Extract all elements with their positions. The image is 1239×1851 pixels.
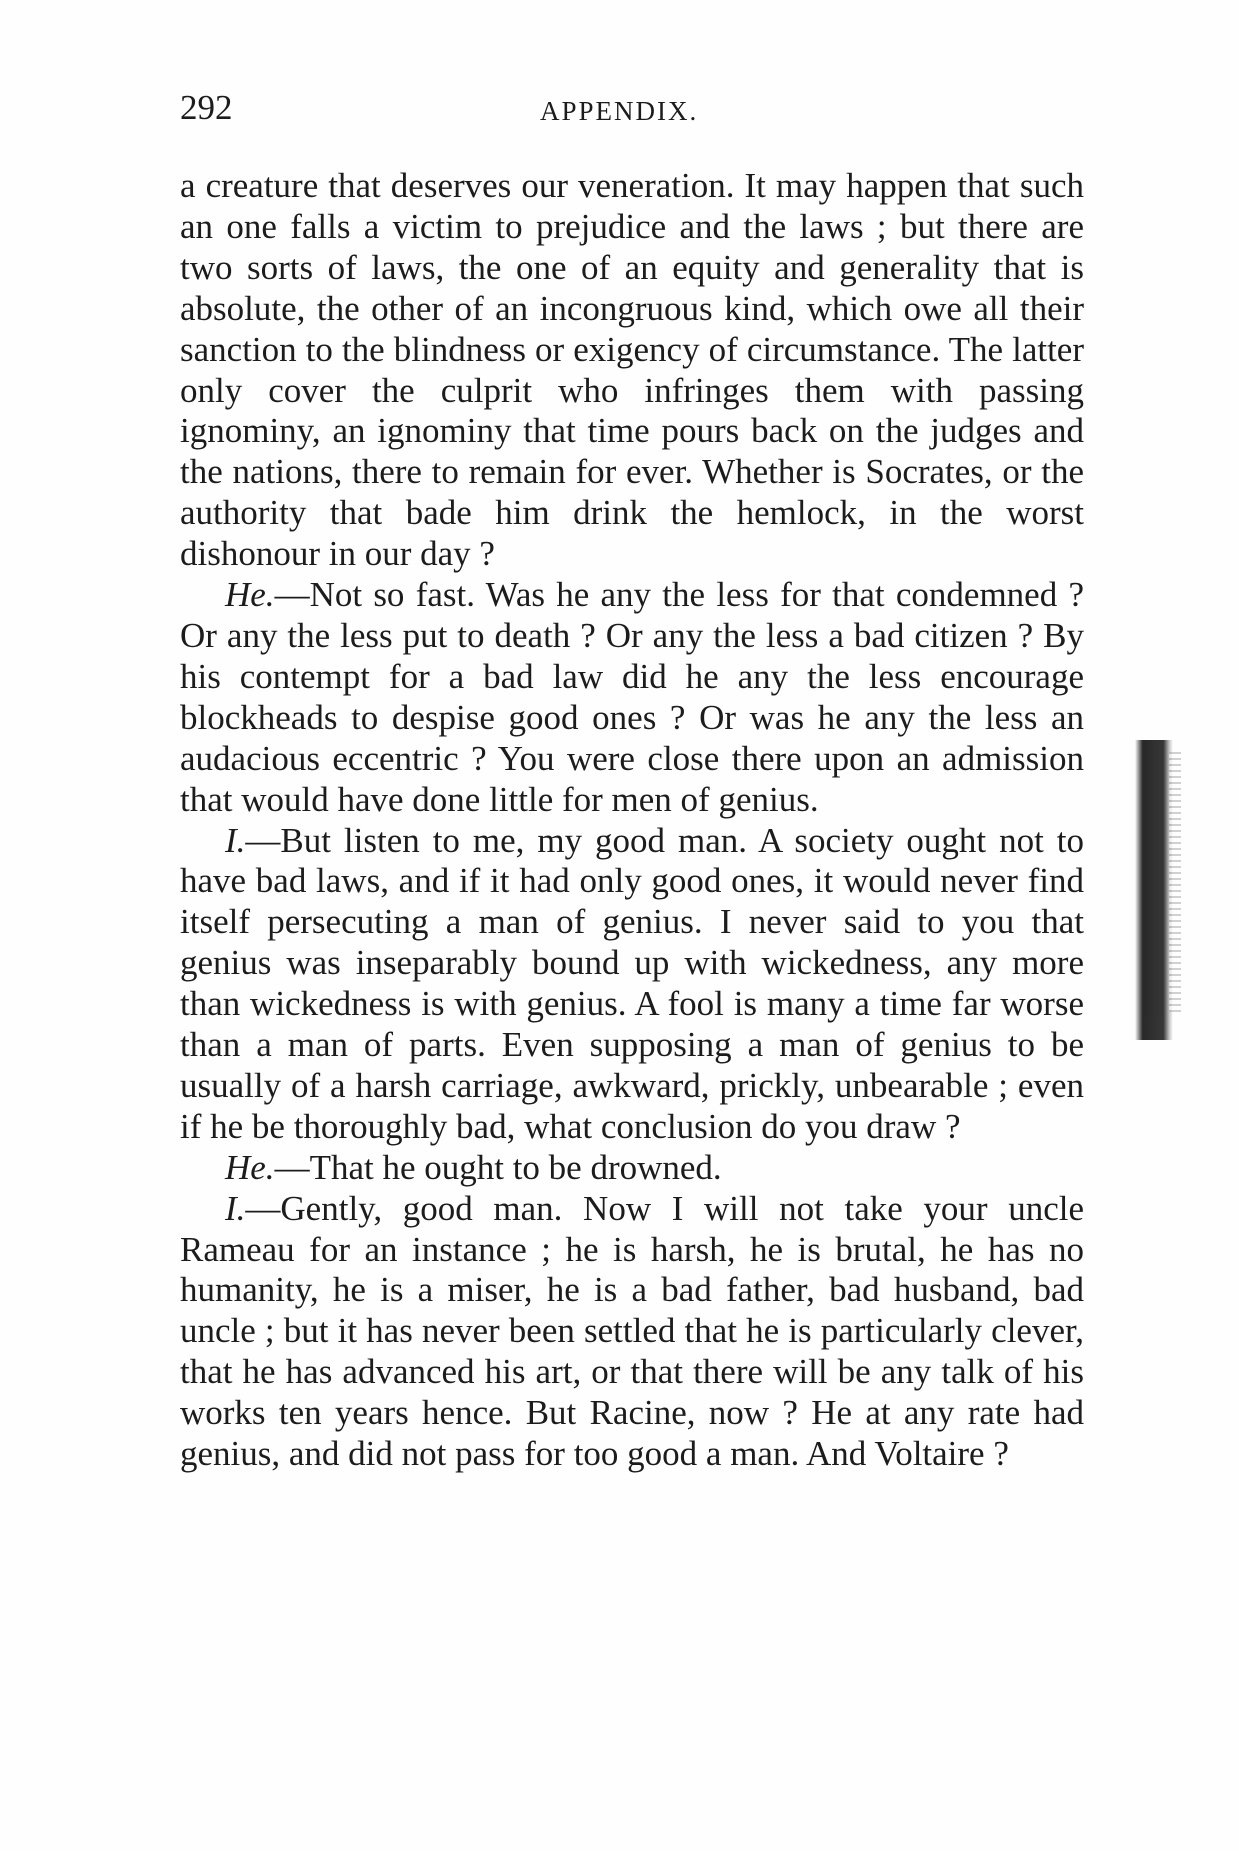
page-header [180, 88, 1080, 138]
paragraph [180, 1148, 1084, 1189]
paragraph [180, 166, 1084, 575]
page-number: 292 [180, 88, 233, 127]
body-text [180, 166, 1084, 1475]
speaker-label: He. [225, 575, 275, 615]
paragraph-text: —But listen to me, my good man. A society ought not to have bad laws, and if it had only good ones, it would never find itself persecuting a man of genius. I never said to you that genius was inseparably bound up with wickedness, any more than wickedness is with genius. A fool is many a time far worse than a man of parts. Even supposing a man of genius to be usually of a harsh carriage, awkward, prickly, unbearable ; even if he be thoroughly bad, what conclusion do you draw ? [180, 820, 1084, 1146]
speaker-label: He. [225, 1147, 275, 1187]
speaker-label: I. [225, 820, 246, 860]
paragraph-text: —That he ought to be drowned. [274, 1147, 722, 1187]
margin-smudge [1135, 740, 1173, 1040]
speaker-label: I. [225, 1188, 246, 1228]
paragraph-text: —Not so fast. Was he any the less for that condemned ? Or any the less put to death ? Or any the less a bad citizen ? By his contempt for a bad law did he any the less encourage blockheads to despise good ones ? Or was he any the less an audacious eccentric ? You were close there upon an admission that would have done little for men of genius. [180, 575, 1084, 819]
paragraph [180, 1189, 1084, 1475]
paragraph [180, 575, 1084, 820]
paragraph [180, 821, 1084, 1148]
running-head: APPENDIX. [540, 96, 699, 126]
paragraph-text: a creature that deserves our veneration. It may happen that such an one falls a victim to prejudice and the laws ; but there are two sorts of laws, the one of an equity and generality that is absolute, the other of an incongruous kind, which owe all their sanction to the blindness or exigency of circumstance. The latter only cover the culprit who infringes them with passing ignominy, an ignominy that time pours back on the judges and the nations, there to remain for ever. Whether is Socrates, or the authority that bade him drink the hemlock, in the worst dishonour in our day ? [180, 166, 1084, 574]
paragraph-text: —Gently, good man. Now I will not take your uncle Rameau for an instance ; he is harsh, he is brutal, he has no humanity, he is a miser, he is a bad father, bad husband, bad uncle ; but it has never been settled that he is particularly clever, that he has advanced his art, or that there will be any talk of his works ten years hence. But Racine, now ? He at any rate had genius, and did not pass for too good a man. And Voltaire ? [180, 1188, 1084, 1474]
